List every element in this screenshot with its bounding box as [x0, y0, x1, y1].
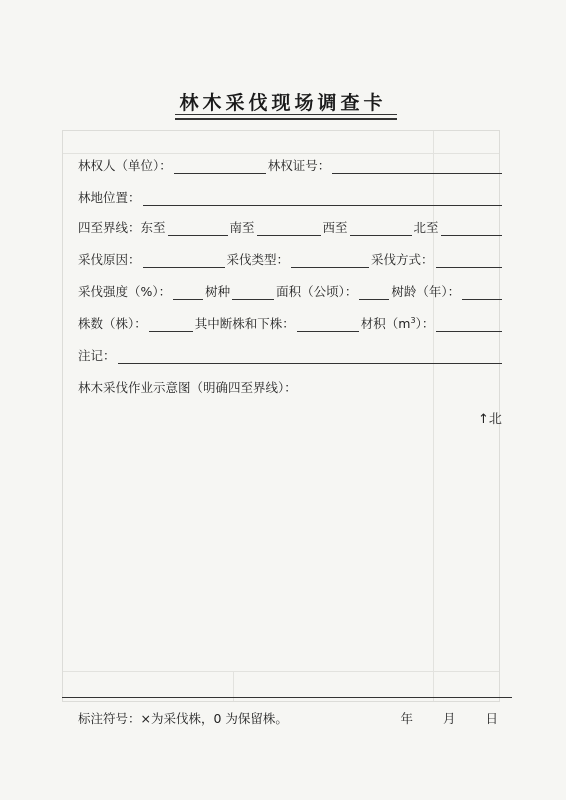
location-label: 林地位置：	[78, 190, 141, 205]
cert-field[interactable]	[332, 159, 502, 174]
owner-label: 林权人（单位）：	[78, 158, 172, 173]
count-label: 株数（株）：	[78, 316, 147, 331]
bottom-divider	[62, 697, 512, 698]
intermediate-label: 其中断株和下株：	[194, 316, 295, 331]
month-label: 月	[442, 711, 456, 726]
volume-label: 材积$(m^3)$：	[360, 315, 435, 331]
location-field[interactable]	[143, 191, 502, 206]
species-label: 树种	[205, 284, 231, 299]
cert-label: 林权证号：	[267, 158, 331, 173]
west-label: 西至	[322, 220, 348, 235]
title-underline	[175, 114, 397, 115]
species-field[interactable]	[232, 285, 274, 300]
type-field[interactable]	[291, 253, 369, 268]
owner-row	[78, 156, 504, 174]
south-field[interactable]	[257, 221, 321, 236]
intensity-field[interactable]	[173, 285, 203, 300]
volume-field[interactable]	[436, 317, 502, 332]
notes-field[interactable]	[118, 349, 502, 364]
page-title: 林木采伐现场调查卡	[179, 92, 387, 114]
north-arrow-icon: ↑北	[478, 412, 502, 427]
reason-field[interactable]	[143, 253, 225, 268]
area-label: 面积（公顷）：	[276, 284, 358, 299]
location-row	[78, 188, 504, 206]
count-row	[78, 314, 504, 332]
reason-label: 采伐原因：	[78, 252, 141, 267]
date-fields	[400, 709, 498, 727]
method-label: 采伐方式：	[371, 252, 434, 267]
south-label: 南至	[229, 220, 255, 235]
type-label: 采伐类型：	[226, 252, 290, 267]
boundary-row	[78, 218, 504, 236]
year-label: 年	[400, 711, 413, 726]
count-field[interactable]	[149, 317, 193, 332]
boundary-label: 四至界线：东至	[78, 220, 166, 235]
age-field[interactable]	[462, 285, 502, 300]
north-field[interactable]	[441, 221, 502, 236]
intensity-label: 采伐强度（%）：	[78, 284, 172, 299]
intermediate-field[interactable]	[297, 317, 359, 332]
legend-text: 标注符号：×为采伐株，0 为保留株。	[78, 711, 288, 726]
age-label: 树龄（年）：	[391, 284, 461, 299]
show-through-grid	[62, 130, 500, 702]
west-field[interactable]	[350, 221, 412, 236]
sketch-label: 林木采伐作业示意图（明确四至界线）：	[78, 380, 297, 395]
footer	[78, 709, 498, 727]
east-field[interactable]	[168, 221, 228, 236]
notes-row	[78, 346, 504, 364]
owner-field[interactable]	[174, 159, 266, 174]
north-label: 北至	[413, 220, 439, 235]
method-field[interactable]	[436, 253, 502, 268]
area-field[interactable]	[359, 285, 389, 300]
sketch-row	[78, 378, 504, 396]
notes-label: 注记：	[78, 348, 116, 363]
day-label: 日	[485, 711, 498, 726]
intensity-row	[78, 282, 504, 300]
reason-row	[78, 250, 504, 268]
title-underline-thick	[175, 118, 397, 120]
